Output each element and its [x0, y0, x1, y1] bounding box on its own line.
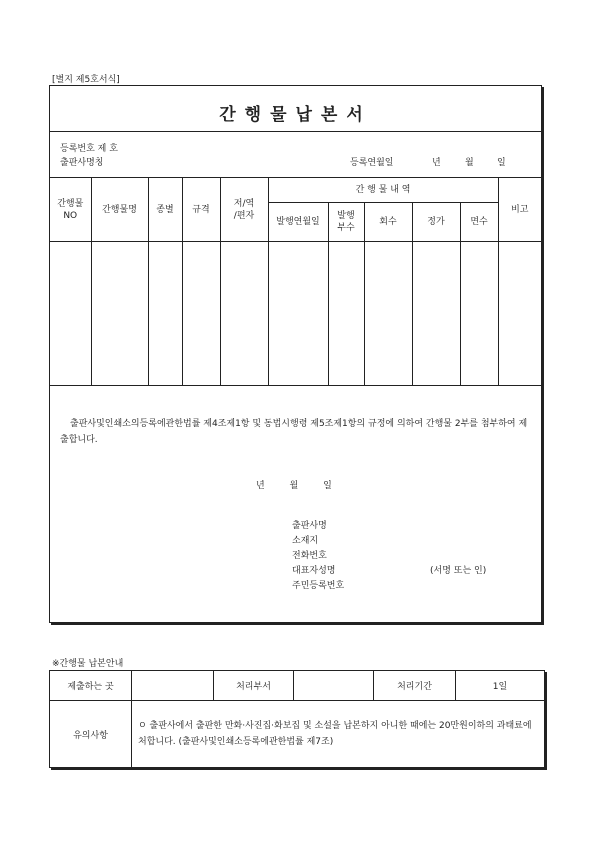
header-copies: 발행 부수 — [328, 203, 364, 242]
form-number-label: [별지 제5호서식] — [52, 75, 120, 85]
notes-label: 유의사항 — [50, 701, 132, 768]
guide-section-label: ※간행물 납본안내 — [52, 659, 124, 669]
registration-date-day-unit: 일 — [497, 158, 506, 168]
cell-author[interactable] — [220, 242, 268, 386]
cell-pages[interactable] — [460, 242, 498, 386]
notes-text: ㅇ 출판사에서 출판한 만화·사진집·화보집 및 소설을 납본하지 아니한 때에는 20만원이하의 과태료에 처합니다. (출판사및인쇄소등록에관한법률 제7조) — [132, 701, 545, 768]
publication-table — [50, 177, 541, 386]
header-issue-count: 회수 — [364, 203, 412, 242]
page-title: 간행물납본서 — [219, 105, 372, 125]
submission-date: 년 월 일 — [256, 481, 332, 491]
registration-number-label: 등록번호 제 호 — [60, 144, 118, 154]
header-publication-no: 간행물 NO — [50, 178, 91, 242]
header-author: 저/역 /편자 — [220, 178, 268, 242]
resident-number-field-label: 주민등록번호 — [292, 581, 345, 591]
cell-name[interactable] — [91, 242, 148, 386]
registration-date-label: 등록연월일 — [350, 158, 394, 168]
submit-to-label: 제출하는 곳 — [50, 671, 132, 701]
address-field-label: 소재지 — [292, 536, 319, 546]
registration-date-year-unit: 년 — [432, 158, 441, 168]
signature-note: (서명 또는 인) — [430, 566, 487, 576]
header-publication-name: 간행물명 — [91, 178, 148, 242]
publisher-name-label: 출판사명칭 — [60, 158, 104, 168]
header-publish-date: 발행연월일 — [268, 203, 328, 242]
guide-table — [49, 670, 545, 768]
title-divider — [50, 131, 541, 132]
cell-publish-date[interactable] — [268, 242, 328, 386]
department-label: 처리부서 — [214, 671, 294, 701]
submission-statement: 출판사및인쇄소의등록에관한법률 제4조제1항 및 동법시행령 제5조제1항의 규정에 의하여 간행물 2부를 첨부하여 제출합니다. — [60, 419, 528, 445]
cell-price[interactable] — [412, 242, 460, 386]
header-price: 정가 — [412, 203, 460, 242]
representative-field-label: 대표자성명 — [292, 566, 336, 576]
cell-issue-count[interactable] — [364, 242, 412, 386]
phone-field-label: 전화번호 — [292, 551, 327, 561]
submission-form — [49, 85, 542, 623]
period-value: 1일 — [456, 671, 545, 701]
submit-to-value[interactable] — [132, 671, 214, 701]
cell-type[interactable] — [148, 242, 182, 386]
publisher-name-field-label: 출판사명 — [292, 521, 327, 531]
department-value[interactable] — [294, 671, 374, 701]
cell-spec[interactable] — [182, 242, 220, 386]
period-label: 처리기간 — [374, 671, 456, 701]
cell-remarks[interactable] — [498, 242, 541, 386]
header-type: 종별 — [148, 178, 182, 242]
registration-date-month-unit: 월 — [465, 158, 474, 168]
header-spec: 규격 — [182, 178, 220, 242]
header-publication-details: 간 행 물 내 역 — [268, 178, 498, 203]
cell-copies[interactable] — [328, 242, 364, 386]
cell-no[interactable] — [50, 242, 91, 386]
header-remarks: 비고 — [498, 178, 541, 242]
header-pages: 면수 — [460, 203, 498, 242]
